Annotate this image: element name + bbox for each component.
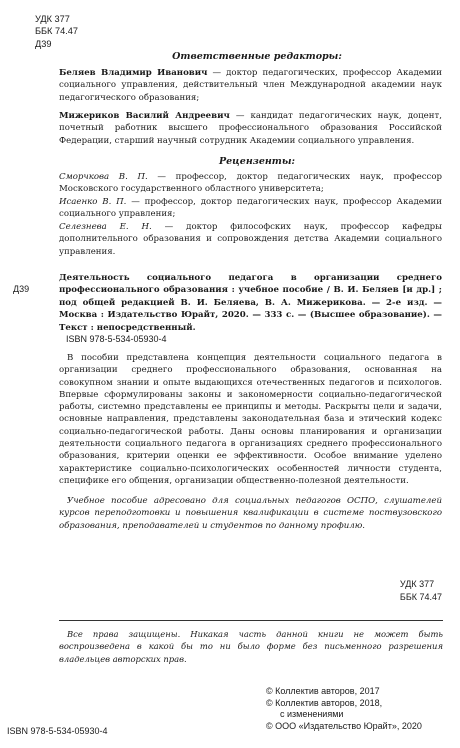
- audience-text: Учебное пособие адресовано для социальных педагогов ОСПО, слушателей курсов переподготовки и повышения квалификации в системе поствузовского образования, преподавателей и студентов по данному профилю.: [59, 496, 442, 531]
- reviewer-desc: — доктор философских наук, профессор кафедры дополнительного образования и сопровождения детства Академии социального управления.: [59, 222, 442, 257]
- editor-entry-2: [59, 110, 442, 147]
- udk-block-bottom: [400, 578, 442, 603]
- bbk-code: ББК 74.47: [35, 26, 78, 37]
- editor-name: Мижериков Василий Андреевич: [59, 111, 230, 121]
- editor-desc: — кандидат педагогических наук, доцент, почетный работник высшего профессионального образования Российской Федерации, старший научный сотрудник Академии социального управления.: [59, 111, 442, 146]
- divider: [59, 620, 443, 621]
- editor-entry-1: [59, 67, 442, 104]
- abstract-text: В пособии представлена концепция деятельности социального педагога в организации среднего профессионального образования, основанная на совокупном знании и опыте выдающихся отечественных педагогов и психологов. Впервые сформулированы законы и закономерности социально-педагогической работы, системно представлены ее принципы и методы. Раскрыты цели и задачи, основные направления, представлены законодательная база и этический кодекс социально-педагогической работы. Даны основы планирования и организации деятельности социального педагога в организациях среднего профессионального образования, критерии оценки ее эффективности. Особое внимание уделено характеристике социально-психологических особенностей личности студента, специфике его общения, организации общественно-полезной деятельности.: [59, 353, 442, 486]
- reviewer-name: Исаенко В. П.: [59, 197, 127, 207]
- reviewer-entry-1: [59, 171, 442, 196]
- author-mark: Д39: [35, 38, 52, 49]
- editor-desc: — доктор педагогических, профессор Академии социального управления, действительный член Международной академии наук педагогического образования;: [59, 68, 442, 103]
- editor-name: Беляев Владимир Иванович: [59, 68, 208, 78]
- udk-code: УДК 377: [35, 14, 70, 24]
- reviewer-name: Сморчкова В. П.: [59, 172, 148, 182]
- copyright-block: [266, 686, 422, 732]
- reviewer-name: Селезнева Е. Н.: [59, 222, 152, 232]
- bbk-code: ББК 74.47: [399, 591, 442, 602]
- margin-author-mark: Д39: [13, 284, 30, 294]
- bibliographic-record: Деятельность социального педагога в организации среднего профессионального образования : учебное пособие / В. И. Беляев [и др.] ; под общей редакцией В. И. Беляева, В. А. Мижерикова. — 2-е изд. — Москва : Издательство Юрайт, 2020. — 333 с. — (Высшее образование). — Текст : непосредственный.: [59, 273, 442, 333]
- reviewer-entry-3: [59, 221, 442, 258]
- editors-heading: Ответственные редакторы:: [172, 51, 342, 62]
- udk-code: УДК 377: [399, 579, 435, 589]
- reviewer-desc: — профессор, доктор педагогических наук, профессор Академии социального управления;: [59, 197, 442, 220]
- copyright-line: с изменениями: [280, 709, 344, 720]
- reviewer-entry-2: [59, 196, 442, 221]
- isbn-record: ISBN 978-5-534-05930-4: [66, 334, 167, 344]
- udk-block-top: [35, 13, 78, 50]
- copyright-line: © Коллектив авторов, 2018,: [266, 697, 383, 708]
- copyright-line: © ООО «Издательство Юрайт», 2020: [266, 720, 422, 731]
- reviewer-desc: — профессор, доктор педагогических наук, профессор Московского государственного областного университета;: [59, 172, 443, 195]
- reviewers-heading: Рецензенты:: [218, 156, 296, 167]
- isbn-footer: ISBN 978-5-534-05930-4: [7, 726, 108, 736]
- copyright-line: © Коллектив авторов, 2017: [266, 686, 380, 696]
- rights-notice: Все права защищены. Никакая часть данной книги не может быть воспроизведена в какой бы то ни было форме без письменного разрешения владельцев авторских прав.: [59, 629, 443, 664]
